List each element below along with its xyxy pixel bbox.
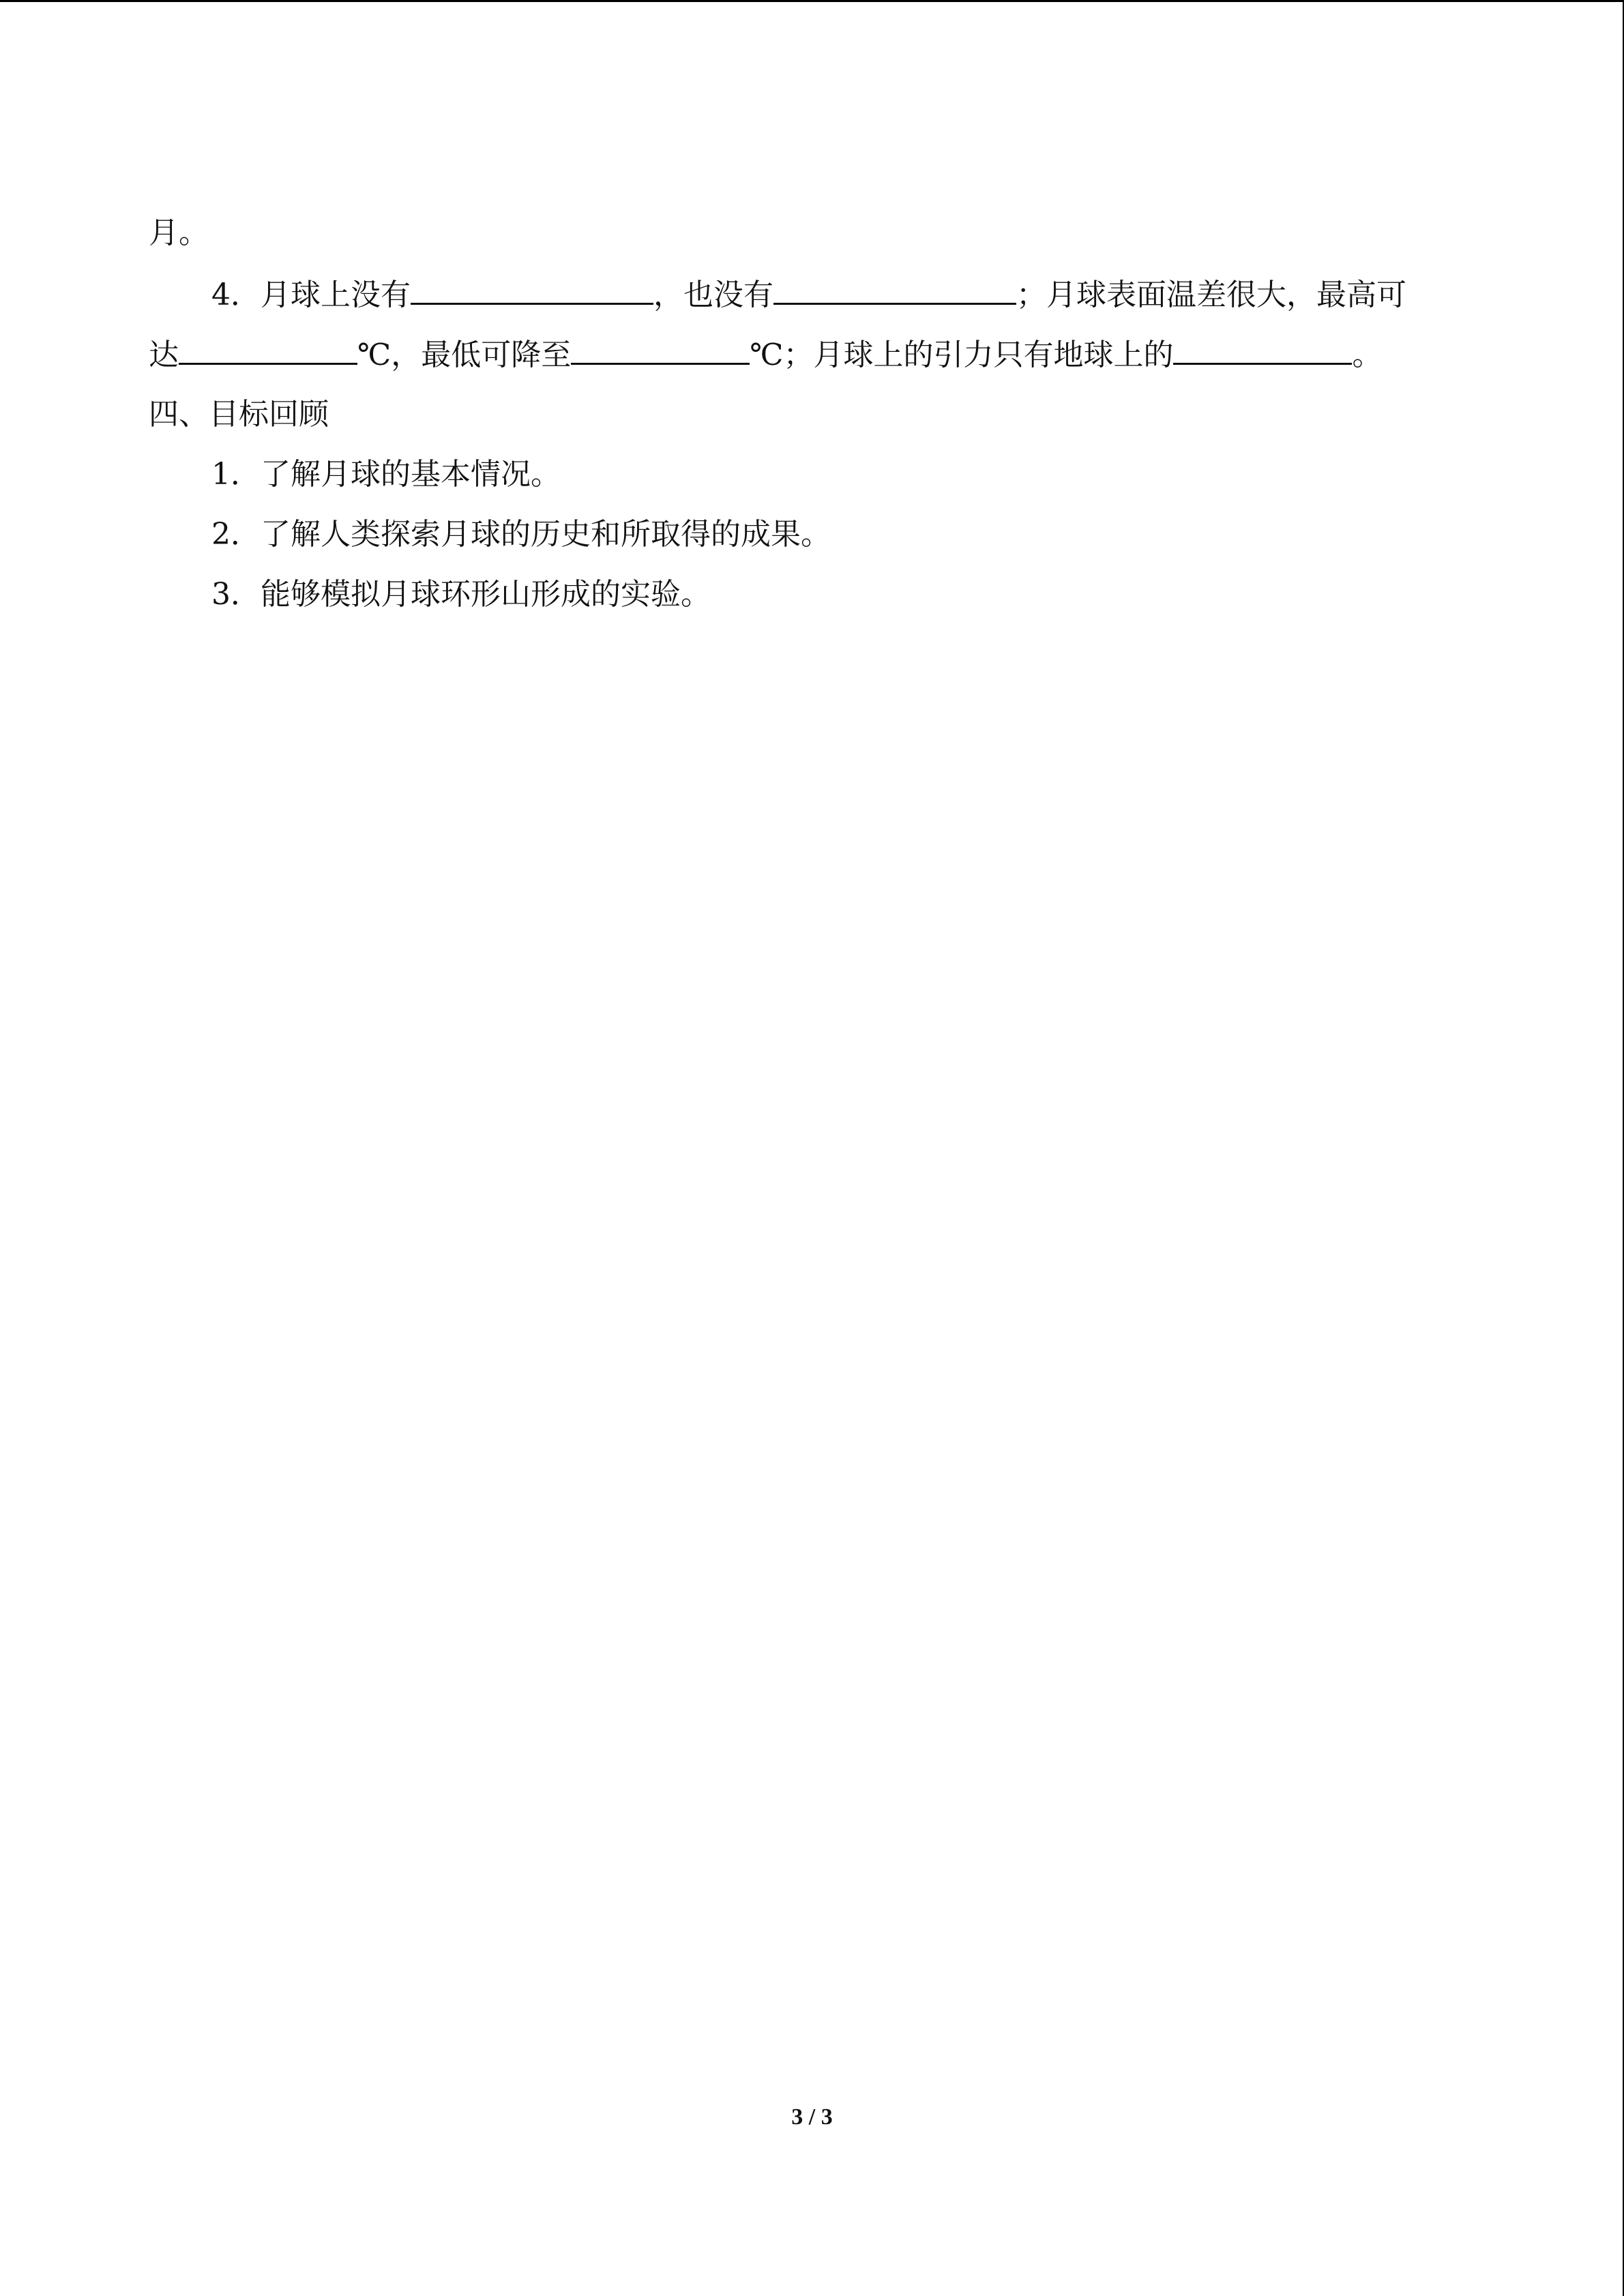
answer-blank-4[interactable] <box>571 333 750 365</box>
answer-blank-1[interactable] <box>411 273 653 305</box>
question-4-line-1 <box>211 273 1406 316</box>
goal-item-2: 2．了解人类探索月球的历史和所取得的成果。 <box>211 517 831 552</box>
question-4-line-2 <box>149 333 1382 376</box>
page-number: 3 / 3 <box>791 2104 833 2130</box>
answer-blank-3[interactable] <box>179 333 357 365</box>
q4-text-7: 。 <box>1352 338 1383 372</box>
goal-item-3: 3．能够模拟月球环形山形成的实验。 <box>211 577 711 612</box>
page-top-border <box>0 0 1624 2</box>
q4-text-6: ℃；月球上的引力只有地球上的 <box>750 338 1174 372</box>
continuation-text: 月。 <box>149 215 209 250</box>
q4-text-1: 4．月球上没有 <box>211 278 411 312</box>
q4-text-3: ；月球表面温差很大，最高可 <box>1016 278 1406 312</box>
q4-text-5: ℃，最低可降至 <box>357 338 572 372</box>
answer-blank-5[interactable] <box>1173 333 1352 365</box>
answer-blank-2[interactable] <box>773 273 1016 305</box>
q4-text-2: ，也没有 <box>653 278 773 312</box>
section-heading: 四、目标回顾 <box>149 397 329 432</box>
goal-item-1: 1．了解月球的基本情况。 <box>211 457 561 492</box>
q4-text-4: 达 <box>149 338 179 372</box>
